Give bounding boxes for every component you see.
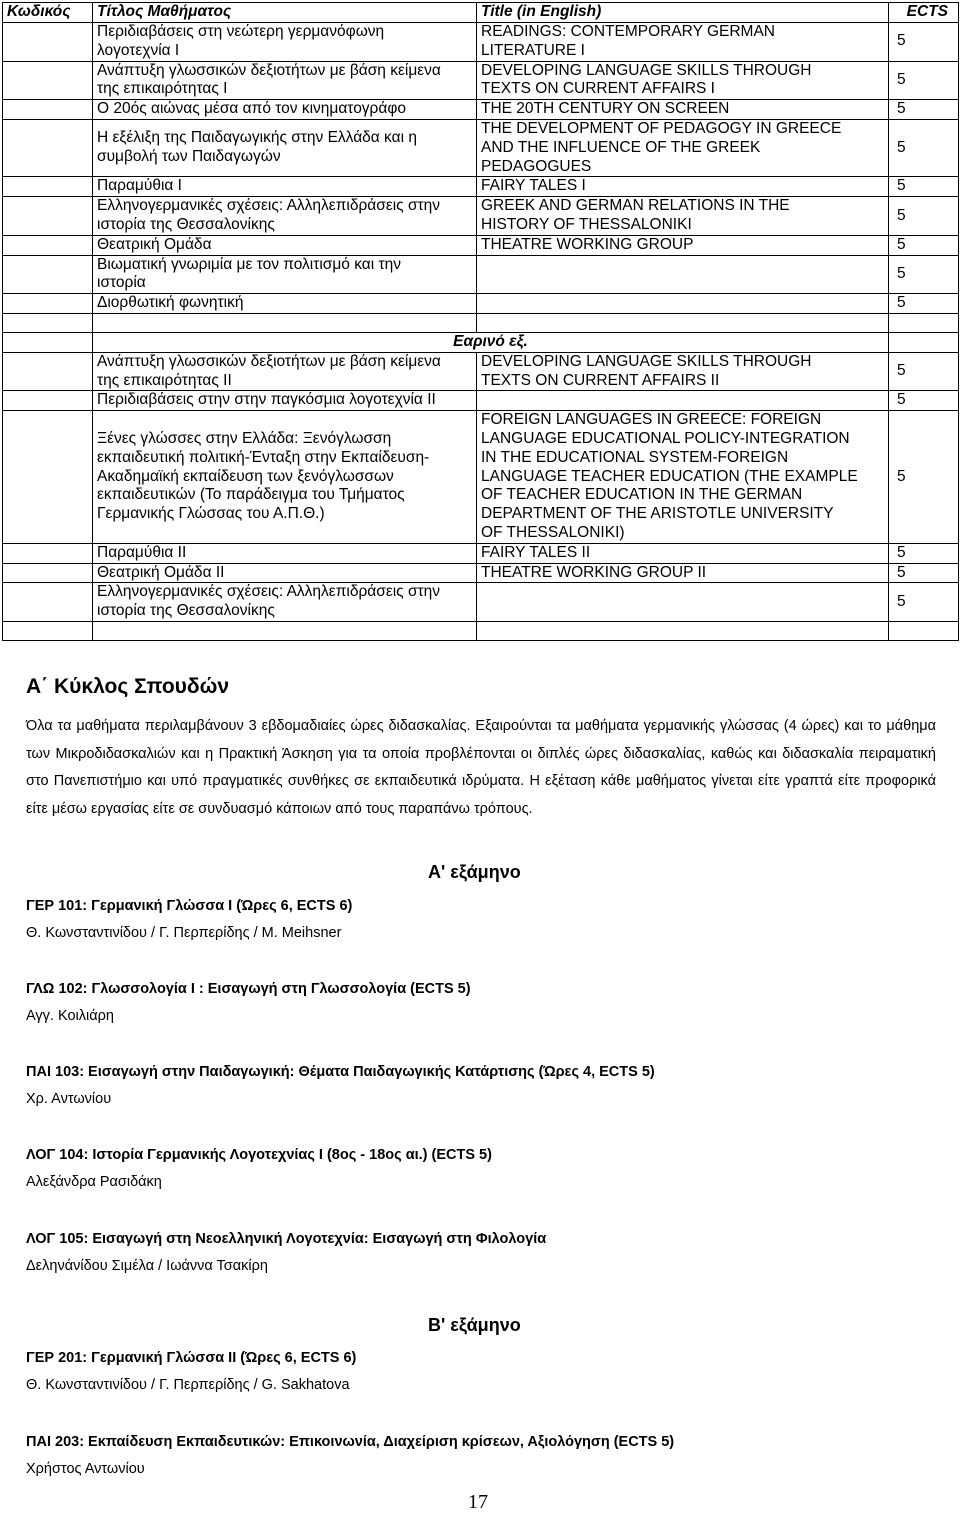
course-title-en: THEATRE WORKING GROUP	[477, 235, 889, 255]
course-ects: 5	[889, 255, 959, 294]
table-row	[3, 391, 959, 411]
course-teachers: Θ. Κωνσταντινίδου / Γ. Περπερίδης / M. Meihsner	[26, 925, 342, 941]
table-row	[3, 119, 959, 176]
course-title-en	[477, 255, 889, 294]
course-title-gr: Ανάπτυξη γλωσσικών δεξιοτήτων με βάση κείμενα της επικαιρότητας Ι	[93, 61, 477, 100]
course-teachers: Θ. Κωνσταντινίδου / Γ. Περπερίδης / G. Sakhatova	[26, 1377, 350, 1393]
table-spacer-row	[3, 313, 959, 332]
course-title: ΓΛΩ 102: Γλωσσολογία Ι : Εισαγωγή στη Γλωσσολογία (ECTS 5)	[26, 981, 471, 997]
table-row	[3, 255, 959, 294]
course-title-gr: Θεατρική Ομάδα ΙΙ	[93, 563, 477, 583]
course-teachers: Χρ. Αντωνίου	[26, 1091, 112, 1107]
course-title-en: FOREIGN LANGUAGES IN GREECE: FOREIGN LANGUAGE EDUCATIONAL POLICY-INTEGRATION IN THE EDUCATIONAL SYSTEM-FOREIGN LANGUAGE TEACHER EDUCATION (THE EXAMPLE OF TEACHER EDUCATION IN THE GERMAN DEPARTMENT OF THE ARISTOTLE UNIVERSITY OF THESSALONIKI)	[477, 411, 889, 544]
table-row	[3, 235, 959, 255]
course-title-gr: Βιωματική γνωριμία με τον πολιτισμό και την ιστορία	[93, 255, 477, 294]
course-code-cell	[3, 583, 93, 622]
course-title-gr: Περιδιαβάσεις στη νεώτερη γερμανόφωνη λογοτεχνία Ι	[93, 23, 477, 62]
course-ects: 5	[889, 411, 959, 544]
course-ects: 5	[889, 563, 959, 583]
course-code-cell	[3, 100, 93, 120]
course-code-cell	[3, 294, 93, 314]
course-code-cell	[3, 119, 93, 176]
table-row	[3, 563, 959, 583]
header-code: Κωδικός	[3, 3, 93, 23]
course-code-cell	[3, 563, 93, 583]
course-title-gr: Ανάπτυξη γλωσσικών δεξιοτήτων με βάση κείμενα της επικαιρότητας ΙΙ	[93, 352, 477, 391]
course-entry	[26, 976, 471, 1030]
table-row	[3, 543, 959, 563]
course-title-gr: Θεατρική Ομάδα	[93, 235, 477, 255]
table-spacer-row	[3, 621, 959, 640]
course-ects: 5	[889, 61, 959, 100]
table-row	[3, 23, 959, 62]
course-title-en: DEVELOPING LANGUAGE SKILLS THROUGH TEXTS ON CURRENT AFFAIRS I	[477, 61, 889, 100]
course-title-en: GREEK AND GERMAN RELATIONS IN THE HISTORY OF THESSALONIKI	[477, 197, 889, 236]
semester-a-heading: Α' εξάμηνο	[428, 862, 521, 882]
course-title-en: DEVELOPING LANGUAGE SKILLS THROUGH TEXTS ON CURRENT AFFAIRS II	[477, 352, 889, 391]
course-ects: 5	[889, 119, 959, 176]
table-row	[3, 197, 959, 236]
course-title-gr: Ελληνογερμανικές σχέσεις: Αλληλεπιδράσεις στην ιστορία της Θεσσαλονίκης	[93, 197, 477, 236]
course-code-cell	[3, 61, 93, 100]
cycle-heading: Α΄ Κύκλος Σπουδών	[26, 675, 230, 698]
course-title-gr: Διορθωτική φωνητική	[93, 294, 477, 314]
course-teachers: Αλεξάνδρα Ρασιδάκη	[26, 1174, 162, 1190]
course-code-cell	[3, 411, 93, 544]
course-ects: 5	[889, 391, 959, 411]
course-code-cell	[3, 235, 93, 255]
course-entry	[26, 1226, 546, 1280]
course-ects: 5	[889, 100, 959, 120]
table-row	[3, 61, 959, 100]
course-teachers: Χρήστος Αντωνίου	[26, 1461, 145, 1477]
course-title-en: THE DEVELOPMENT OF PEDAGOGY IN GREECE AND THE INFLUENCE OF THE GREEK PEDAGOGUES	[477, 119, 889, 176]
course-title-en	[477, 294, 889, 314]
semester-label-row	[3, 332, 959, 352]
course-title-gr: Η εξέλιξη της Παιδαγωγικής στην Ελλάδα και η συμβολή των Παιδαγωγών	[93, 119, 477, 176]
course-title: ΓΕΡ 101: Γερμανική Γλώσσα Ι (Ώρες 6, ECTS 6)	[26, 898, 353, 914]
table-row	[3, 352, 959, 391]
course-entry	[26, 893, 352, 947]
course-code-cell	[3, 177, 93, 197]
course-title-en	[477, 583, 889, 622]
table-row	[3, 583, 959, 622]
course-title-gr: Ο 20ός αιώνας μέσα από τον κινηματογράφο	[93, 100, 477, 120]
course-title-gr: Περιδιαβάσεις στην στην παγκόσμια λογοτεχνία ΙΙ	[93, 391, 477, 411]
course-ects: 5	[889, 235, 959, 255]
course-entry	[26, 1059, 655, 1113]
course-title-en	[477, 391, 889, 411]
course-title-gr: Ελληνογερμανικές σχέσεις: Αλληλεπιδράσεις στην ιστορία της Θεσσαλονίκης	[93, 583, 477, 622]
page-number: 17	[468, 1491, 488, 1513]
course-entry	[26, 1345, 356, 1399]
course-entry	[26, 1142, 492, 1196]
course-title-en: THEATRE WORKING GROUP II	[477, 563, 889, 583]
course-title: ΠΑΙ 203: Εκπαίδευση Εκπαιδευτικών: Επικοινωνία, Διαχείριση κρίσεων, Αξιολόγηση (ECTS 5)	[26, 1434, 675, 1450]
header-title-en: Title (in English)	[477, 3, 889, 23]
course-code-cell	[3, 543, 93, 563]
course-ects: 5	[889, 352, 959, 391]
course-title: ΛΟΓ 104: Ιστορία Γερμανικής Λογοτεχνίας Ι (8ος - 18ος αι.) (ECTS 5)	[26, 1147, 492, 1163]
table-row	[3, 177, 959, 197]
course-code-cell	[3, 255, 93, 294]
course-title-gr: Παραμύθια Ι	[93, 177, 477, 197]
table-header-row	[3, 3, 959, 23]
table-row	[3, 294, 959, 314]
course-entry	[26, 1429, 674, 1483]
course-teachers: Αγγ. Κοιλιάρη	[26, 1008, 114, 1024]
header-ects: ECTS	[889, 3, 959, 23]
course-title-en: FAIRY TALES II	[477, 543, 889, 563]
course-table	[2, 2, 959, 641]
course-ects: 5	[889, 177, 959, 197]
course-code-cell	[3, 391, 93, 411]
course-title-gr: Ξένες γλώσσες στην Ελλάδα: Ξενόγλωσση εκπαιδευτική πολιτική-Ένταξη στην Εκπαίδευση- Ακαδημαϊκή εκπαίδευση των ξενόγλωσσων εκπαιδευτικών (Το παράδειγμα του Τμήματος Γερμανικής Γλώσσας του Α.Π.Θ.)	[93, 411, 477, 544]
course-code-cell	[3, 197, 93, 236]
course-title-en: THE 20TH CENTURY ON SCREEN	[477, 100, 889, 120]
course-title-en: FAIRY TALES I	[477, 177, 889, 197]
course-title: ΛΟΓ 105: Εισαγωγή στη Νεοελληνική Λογοτεχνία: Εισαγωγή στη Φιλολογία	[26, 1231, 547, 1247]
table-row	[3, 411, 959, 544]
course-ects: 5	[889, 23, 959, 62]
course-title: ΓΕΡ 201: Γερμανική Γλώσσα ΙΙ (Ώρες 6, ECTS 6)	[26, 1350, 357, 1366]
semester-b-heading: Β' εξάμηνο	[428, 1315, 521, 1335]
course-ects: 5	[889, 583, 959, 622]
course-title: ΠΑΙ 103: Εισαγωγή στην Παιδαγωγική: Θέματα Παιδαγωγικής Κατάρτισης (Ώρες 4, ECTS 5)	[26, 1064, 655, 1080]
course-title-gr: Παραμύθια ΙΙ	[93, 543, 477, 563]
course-code-cell	[3, 352, 93, 391]
table-row	[3, 100, 959, 120]
intro-paragraph: Όλα τα μαθήματα περιλαμβάνουν 3 εβδομαδιαίες ώρες διδασκαλίας. Εξαιρούνται τα μαθήματα γερμανικής γλώσσας (4 ώρες) και το μάθημα των Μικροδιδασκαλιών και η Πρακτική Άσκηση για τα οποία προβλέπονται οι διπλές ώρες διδασκαλίας, καθώς και διδασκαλία πειραματική στο Πανεπιστήμιο και υπό πραγματικές συνθήκες σε εκπαιδευτικά ιδρύματα. Η εξέταση κάθε μαθήματος γίνεται είτε γραπτά είτε προφορικά είτε μέσω εργασίας είτε σε συνδυασμό κάποιων από τους παραπάνω τρόπους.	[26, 718, 936, 817]
header-title-gr: Τίτλος Μαθήματος	[93, 3, 477, 23]
spring-semester-label: Εαρινό εξ.	[93, 332, 889, 352]
course-ects: 5	[889, 197, 959, 236]
course-title-en: READINGS: CONTEMPORARY GERMAN LITERATURE I	[477, 23, 889, 62]
course-code-cell	[3, 23, 93, 62]
course-ects: 5	[889, 543, 959, 563]
course-teachers: Δεληνάνίδου Σιμέλα / Ιωάννα Τσακίρη	[26, 1258, 268, 1274]
course-ects: 5	[889, 294, 959, 314]
